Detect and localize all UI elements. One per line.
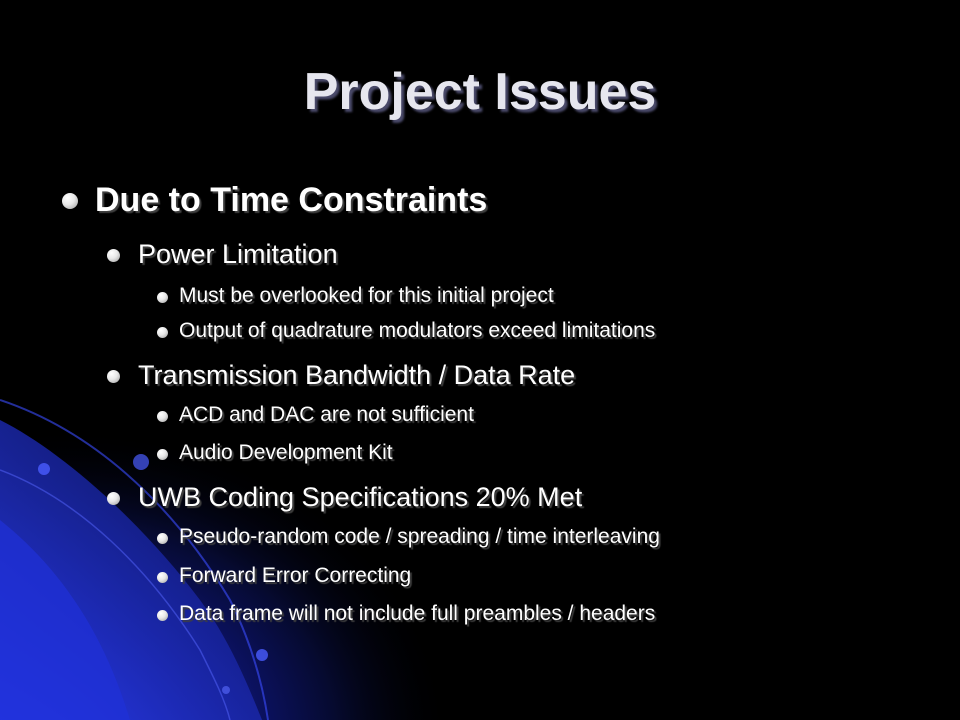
- bullet-icon: [107, 249, 120, 262]
- bullet-text: Due to Time Constraints: [95, 181, 488, 219]
- bullet-text: ACD and DAC are not sufficient: [179, 403, 474, 426]
- bullet-text: UWB Coding Specifications 20% Met: [138, 482, 583, 512]
- bullet-text: Output of quadrature modulators exceed limitations: [179, 319, 656, 342]
- bullet-text: Power Limitation: [138, 239, 338, 269]
- bullet-item-level3: [157, 563, 411, 589]
- bullet-item-level3: [157, 524, 660, 550]
- bullet-item-level3: [157, 283, 554, 309]
- bullet-icon: [157, 327, 168, 338]
- bullet-item-level3: [157, 440, 393, 466]
- bullet-item-level3: [157, 402, 474, 428]
- bullet-item-level2: [107, 359, 575, 391]
- slide-title: Project Issues: [303, 63, 657, 121]
- bullet-icon: [62, 193, 78, 209]
- bullet-icon: [157, 411, 168, 422]
- bullet-item-level1: [62, 180, 487, 220]
- bullet-item-level2: [107, 481, 582, 513]
- bullet-icon: [157, 572, 168, 583]
- bullet-icon: [157, 610, 168, 621]
- bullet-text: Must be overlooked for this initial project: [179, 284, 554, 307]
- bullet-icon: [157, 533, 168, 544]
- bullet-text: Pseudo-random code / spreading / time interleaving: [179, 525, 660, 548]
- bullet-item-level2: [107, 238, 338, 270]
- bullet-item-level3: [157, 601, 655, 627]
- bullet-text: Audio Development Kit: [179, 441, 393, 464]
- bullet-icon: [157, 292, 168, 303]
- bullet-item-level3: [157, 318, 655, 344]
- bullet-icon: [107, 370, 120, 383]
- bullet-icon: [157, 449, 168, 460]
- bullet-text: Data frame will not include full preambles / headers: [179, 602, 656, 625]
- bullet-text: Forward Error Correcting: [179, 564, 412, 587]
- bullet-icon: [107, 492, 120, 505]
- bullet-text: Transmission Bandwidth / Data Rate: [138, 360, 576, 390]
